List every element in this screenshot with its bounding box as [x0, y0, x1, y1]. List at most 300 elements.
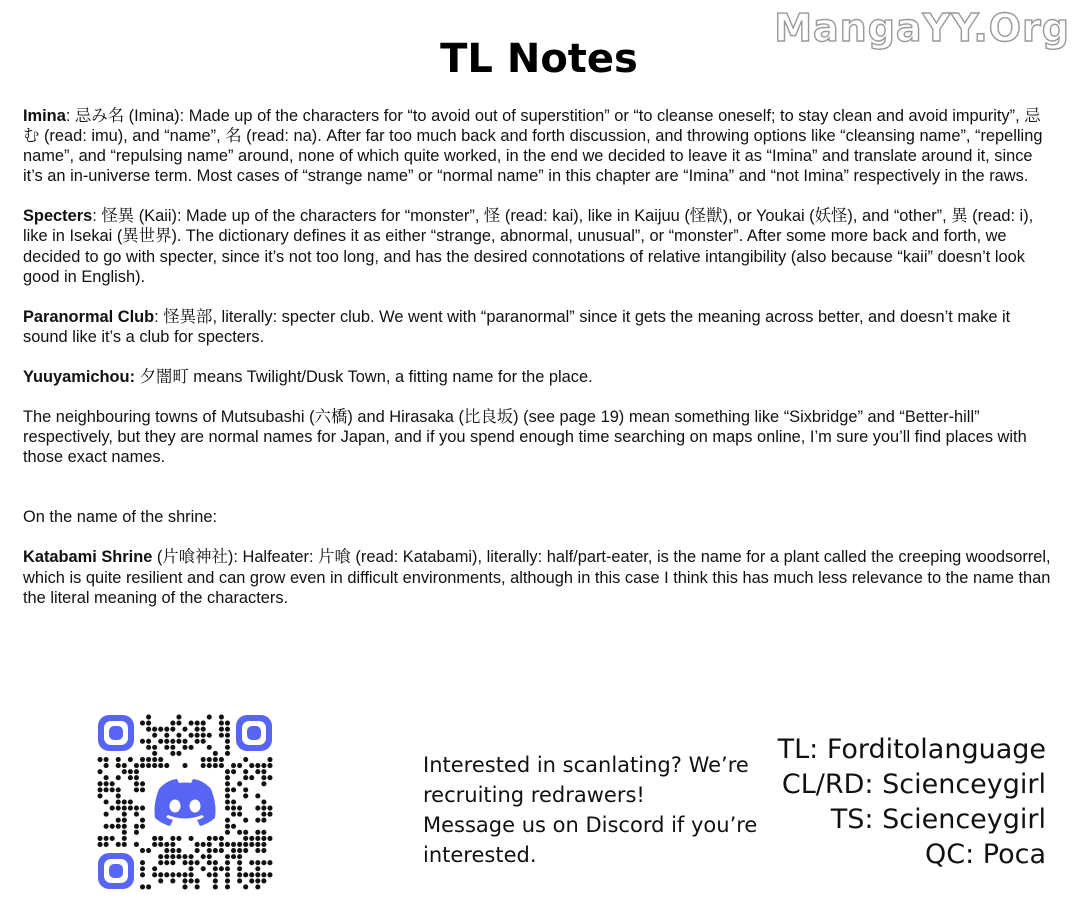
qr-dot — [225, 884, 230, 889]
qr-dot — [176, 848, 181, 853]
qr-dot — [225, 781, 230, 786]
qr-dot — [146, 714, 151, 719]
qr-dot — [225, 830, 230, 835]
qr-dot — [261, 781, 266, 786]
qr-dot — [182, 860, 187, 865]
qr-dot — [225, 878, 230, 883]
qr-dot — [176, 714, 181, 719]
qr-dot — [225, 799, 230, 804]
qr-dot — [164, 745, 169, 750]
qr-dot — [134, 812, 139, 817]
qr-dot — [195, 727, 200, 732]
note-term: Specters — [23, 207, 93, 226]
qr-dot — [213, 866, 218, 871]
qr-dot — [164, 727, 169, 732]
qr-dot — [97, 787, 102, 792]
credit-qc: QC: Poca — [924, 839, 1046, 870]
qr-dot — [255, 806, 260, 811]
qr-dot — [170, 842, 175, 847]
note-term: Imina — [23, 107, 66, 125]
qr-dot — [152, 745, 157, 750]
qr-dot — [170, 751, 175, 756]
qr-dot — [152, 866, 157, 871]
qr-dot — [243, 775, 248, 780]
qr-dot — [176, 854, 181, 859]
qr-dot — [207, 848, 212, 853]
qr-dot — [261, 763, 266, 768]
qr-dot — [134, 842, 139, 847]
qr-dot — [207, 842, 212, 847]
qr-dot — [170, 878, 175, 883]
qr-dot — [122, 824, 127, 829]
qr-dot — [164, 763, 169, 768]
qr-dot — [104, 763, 109, 768]
qr-dot — [182, 884, 187, 889]
qr-dot — [201, 763, 206, 768]
qr-dot — [255, 818, 260, 823]
qr-dot — [213, 836, 218, 841]
qr-dot — [261, 830, 266, 835]
discord-qr-code[interactable] — [97, 714, 273, 890]
qr-dot — [237, 812, 242, 817]
qr-dot — [201, 739, 206, 744]
qr-dot — [189, 854, 194, 859]
qr-dot — [97, 757, 102, 762]
qr-dot — [140, 818, 145, 823]
qr-dot — [158, 872, 163, 877]
qr-dot — [152, 757, 157, 762]
qr-dot — [249, 836, 254, 841]
qr-dot — [97, 793, 102, 798]
qr-dot — [170, 872, 175, 877]
qr-dot — [225, 721, 230, 726]
qr-dot — [219, 848, 224, 853]
qr-dot — [237, 830, 242, 835]
qr-dot — [110, 836, 115, 841]
qr-dot — [261, 842, 266, 847]
qr-dot — [146, 727, 151, 732]
qr-dot — [267, 836, 272, 841]
note-text: : 忌み名 (Imina): Made up of the characters for “to avoid out of superstition” or “to cleanse oneself; to stay clean and avoid impurity”, 忌む (read: imu), and “name”, 名 (read: na). After far too much back and forth discussion, and throwing options like “cleansing name”, “repelling name”, and “repulsing name” around, none of which quite worked, in the end we decided to leave it as “Imina” and translate around it, since it’s an in-universe term. Most cases of “strange name” or “normal name” in this chapter are “Imina” and “not Imina” respectively in the raws. — [23, 107, 1043, 186]
qr-dot — [128, 799, 133, 804]
qr-dot — [207, 860, 212, 865]
qr-dot — [122, 842, 127, 847]
qr-dot — [201, 733, 206, 738]
qr-dot — [207, 745, 212, 750]
qr-dot — [213, 860, 218, 865]
qr-dot — [243, 818, 248, 823]
qr-dot — [255, 769, 260, 774]
qr-dot — [146, 739, 151, 744]
qr-dot — [249, 860, 254, 865]
qr-dot — [225, 727, 230, 732]
qr-dot — [207, 836, 212, 841]
qr-dot — [182, 745, 187, 750]
qr-dot — [207, 872, 212, 877]
qr-dot — [158, 860, 163, 865]
qr-dot — [243, 787, 248, 792]
qr-dot — [243, 793, 248, 798]
qr-dot — [219, 721, 224, 726]
qr-dot — [182, 854, 187, 859]
qr-dot — [110, 806, 115, 811]
qr-finder-bottom-left — [98, 853, 134, 889]
qr-dot — [201, 842, 206, 847]
qr-dot — [261, 769, 266, 774]
qr-dot — [225, 793, 230, 798]
recruit-line: Message us on Discord if you’re — [423, 813, 758, 837]
qr-dot — [152, 872, 157, 877]
note-term: Katabami Shrine — [23, 548, 153, 567]
note-text: : 怪異 (Kaii): Made up of the characters for “monster”, 怪 (read: kai), like in Kaijuu (怪獣), or Youkai (妖怪), and “other”, 異 (read: i), like in Isekai (異世界). The dictionary defines it as either “strange, abnormal, unusual”, or “monster”. After some more back and forth, we decided to go with specter, since it’s not too long, and has the desired connotations of relative intangibility (also because “kaii” doesn’t look good in English). — [23, 207, 1034, 286]
qr-dot — [225, 818, 230, 823]
qr-dot — [140, 757, 145, 762]
note-specters — [23, 206, 1053, 286]
qr-dot — [158, 739, 163, 744]
qr-dot — [225, 745, 230, 750]
qr-dot — [122, 799, 127, 804]
qr-dot — [201, 757, 206, 762]
qr-dot — [164, 854, 169, 859]
qr-dot — [170, 739, 175, 744]
qr-dot — [231, 842, 236, 847]
qr-dot — [261, 799, 266, 804]
qr-dot — [140, 884, 145, 889]
qr-dot — [225, 854, 230, 859]
qr-dot — [255, 872, 260, 877]
qr-dot — [243, 836, 248, 841]
qr-dot — [261, 836, 266, 841]
qr-dot — [122, 769, 127, 774]
qr-dot — [189, 872, 194, 877]
qr-dot — [237, 842, 242, 847]
qr-dot — [104, 781, 109, 786]
qr-dot — [261, 775, 266, 780]
qr-dot — [231, 824, 236, 829]
qr-dot — [176, 739, 181, 744]
qr-dot — [195, 884, 200, 889]
qr-dot — [182, 727, 187, 732]
qr-dot — [128, 806, 133, 811]
qr-dot — [189, 836, 194, 841]
notes-body — [23, 106, 1053, 628]
qr-dot — [225, 775, 230, 780]
qr-dot — [104, 836, 109, 841]
qr-dot — [219, 714, 224, 719]
qr-dot — [134, 781, 139, 786]
qr-dot — [237, 806, 242, 811]
qr-dot — [237, 872, 242, 877]
qr-dot — [176, 721, 181, 726]
qr-dot — [213, 884, 218, 889]
qr-dot — [128, 757, 133, 762]
qr-dot — [140, 872, 145, 877]
qr-dot — [231, 763, 236, 768]
discord-logo-icon — [153, 778, 217, 826]
qr-dot — [176, 836, 181, 841]
qr-dot — [237, 781, 242, 786]
qr-dot — [243, 757, 248, 762]
qr-dot — [116, 824, 121, 829]
qr-finder-top-right — [236, 715, 272, 751]
qr-dot — [110, 781, 115, 786]
qr-dot — [189, 866, 194, 871]
credit-tl: TL: Forditolanguage — [777, 734, 1046, 765]
qr-dot — [182, 872, 187, 877]
qr-dot — [170, 860, 175, 865]
qr-dot — [219, 866, 224, 871]
qr-dot — [261, 860, 266, 865]
qr-dot — [134, 769, 139, 774]
qr-dot — [97, 836, 102, 841]
qr-dot — [243, 872, 248, 877]
qr-dot — [140, 848, 145, 853]
qr-dot — [201, 866, 206, 871]
note-text: (片喰神社): Halfeater: 片喰 (read: Katabami), literally: half/part-eater, is the name for a plant called the creeping woodsorrel, which is quite resilient and can grow even in difficult environments, although in this case I think this has much less relevance to the name than the literal meaning of the characters. — [23, 548, 1051, 607]
note-club — [23, 307, 1053, 347]
qr-dot — [219, 757, 224, 762]
recruit-line: recruiting redrawers! — [423, 783, 645, 807]
qr-dot — [255, 878, 260, 883]
qr-dot — [243, 884, 248, 889]
qr-dot — [122, 818, 127, 823]
qr-dot — [176, 751, 181, 756]
qr-dot — [134, 806, 139, 811]
qr-dot — [170, 727, 175, 732]
qr-dot — [134, 775, 139, 780]
qr-dot — [104, 757, 109, 762]
qr-dot — [140, 787, 145, 792]
note-imina — [23, 106, 1053, 186]
qr-dot — [158, 854, 163, 859]
note-term: Paranormal Club — [23, 307, 155, 326]
qr-dot — [134, 787, 139, 792]
qr-dot — [243, 848, 248, 853]
qr-dot — [122, 830, 127, 835]
qr-dot — [201, 721, 206, 726]
qr-dot — [255, 866, 260, 871]
qr-dot — [116, 757, 121, 762]
qr-dot — [164, 739, 169, 744]
qr-dot — [213, 878, 218, 883]
qr-dot — [195, 739, 200, 744]
qr-dot — [255, 848, 260, 853]
qr-dot — [231, 806, 236, 811]
qr-dot — [261, 806, 266, 811]
qr-dot — [158, 763, 163, 768]
qr-dot — [213, 751, 218, 756]
qr-dot — [182, 739, 187, 744]
note-text: 夕闇町 means Twilight/Dusk Town, a fitting name for the place. — [135, 367, 593, 386]
qr-dot — [116, 842, 121, 847]
watermark: MangaYY.Org — [774, 6, 1070, 50]
qr-dot — [201, 727, 206, 732]
qr-dot — [219, 763, 224, 768]
qr-dot — [104, 812, 109, 817]
qr-dot — [189, 860, 194, 865]
qr-dot — [110, 824, 115, 829]
credit-ts: TS: Scienceygirl — [830, 804, 1046, 835]
qr-dot — [116, 793, 121, 798]
qr-dot — [213, 757, 218, 762]
qr-dot — [164, 872, 169, 877]
qr-dot — [255, 763, 260, 768]
qr-dot — [195, 848, 200, 853]
qr-dot — [134, 830, 139, 835]
qr-dot — [158, 842, 163, 847]
qr-dot — [104, 787, 109, 792]
qr-dot — [195, 721, 200, 726]
qr-dot — [237, 763, 242, 768]
qr-dot — [116, 818, 121, 823]
qr-dot — [146, 884, 151, 889]
qr-dot — [207, 757, 212, 762]
qr-dot — [164, 733, 169, 738]
qr-dot — [261, 848, 266, 853]
qr-dot — [122, 836, 127, 841]
qr-dot — [122, 806, 127, 811]
qr-dot — [128, 769, 133, 774]
note-term: Yuuyamichou: — [23, 367, 136, 386]
note-shrine-intro: On the name of the shrine: — [23, 508, 218, 527]
recruit-message — [423, 750, 757, 870]
qr-dot — [152, 763, 157, 768]
qr-dot — [116, 806, 121, 811]
credit-clrd: CL/RD: Scienceygirl — [781, 769, 1046, 800]
qr-dot — [255, 842, 260, 847]
qr-dot — [134, 824, 139, 829]
qr-dot — [152, 836, 157, 841]
qr-dot — [219, 836, 224, 841]
qr-dot — [249, 842, 254, 847]
qr-dot — [225, 787, 230, 792]
qr-dot — [146, 763, 151, 768]
qr-dot — [158, 878, 163, 883]
qr-dot — [231, 799, 236, 804]
qr-dot — [189, 745, 194, 750]
qr-dot — [170, 854, 175, 859]
qr-dot — [225, 824, 230, 829]
qr-dot — [140, 824, 145, 829]
qr-dot — [243, 769, 248, 774]
qr-dot — [261, 878, 266, 883]
qr-dot — [261, 872, 266, 877]
qr-dot — [237, 866, 242, 871]
qr-dot — [231, 848, 236, 853]
qr-dot — [140, 721, 145, 726]
qr-dot — [152, 842, 157, 847]
qr-dot — [140, 866, 145, 871]
note-town — [23, 367, 1053, 387]
qr-dot — [152, 751, 157, 756]
qr-dot — [195, 842, 200, 847]
qr-dot — [170, 745, 175, 750]
qr-dot — [255, 836, 260, 841]
qr-dot — [110, 787, 115, 792]
qr-dot — [152, 733, 157, 738]
qr-dot — [261, 812, 266, 817]
qr-dot — [128, 775, 133, 780]
qr-dot — [219, 733, 224, 738]
qr-finder-top-left — [98, 715, 134, 751]
qr-dot — [170, 836, 175, 841]
qr-dot — [231, 812, 236, 817]
qr-dot — [231, 787, 236, 792]
qr-dot — [97, 769, 102, 774]
qr-dot — [195, 733, 200, 738]
qr-dot — [140, 763, 145, 768]
qr-dot — [140, 860, 145, 865]
qr-dot — [189, 721, 194, 726]
qr-dot — [158, 727, 163, 732]
recruit-line: Interested in scanlating? We’re — [423, 753, 749, 777]
qr-dot — [219, 842, 224, 847]
qr-dot — [225, 842, 230, 847]
qr-dot — [213, 763, 218, 768]
qr-dot — [104, 824, 109, 829]
qr-dot — [213, 872, 218, 877]
qr-dot — [195, 860, 200, 865]
qr-dot — [116, 787, 121, 792]
qr-dot — [207, 763, 212, 768]
note-neighbours: The neighbouring towns of Mutsubashi (六橋) and Hirasaka (比良坂) (see page 19) mean something like “Sixbridge” and “Better-hill” respectively, but they are normal names for Japan, and if you spend enough time searching on maps online, I’m sure you’ll find places with those exact names. — [23, 408, 1027, 467]
qr-dot — [267, 806, 272, 811]
credits — [778, 732, 1046, 872]
qr-dot — [122, 763, 127, 768]
qr-dot — [104, 842, 109, 847]
qr-dot — [267, 872, 272, 877]
qr-dot — [255, 830, 260, 835]
qr-dot — [176, 872, 181, 877]
qr-dot — [231, 854, 236, 859]
qr-dot — [140, 739, 145, 744]
qr-dot — [249, 878, 254, 883]
page-title: TL Notes — [440, 36, 638, 82]
qr-dot — [189, 878, 194, 883]
qr-dot — [104, 799, 109, 804]
qr-dot — [146, 721, 151, 726]
qr-dot — [97, 781, 102, 786]
qr-dot — [237, 878, 242, 883]
qr-dot — [249, 872, 254, 877]
qr-dot — [255, 860, 260, 865]
qr-dot — [189, 733, 194, 738]
qr-dot — [146, 848, 151, 853]
qr-dot — [146, 745, 151, 750]
qr-dot — [267, 775, 272, 780]
qr-dot — [104, 775, 109, 780]
qr-dot — [243, 842, 248, 847]
qr-dot — [97, 842, 102, 847]
qr-dot — [261, 818, 266, 823]
qr-dot — [225, 872, 230, 877]
qr-dot — [225, 739, 230, 744]
qr-dot — [225, 806, 230, 811]
qr-dot — [237, 854, 242, 859]
qr-dot — [267, 812, 272, 817]
qr-dot — [170, 848, 175, 853]
qr-dot — [255, 793, 260, 798]
qr-dot — [225, 866, 230, 871]
qr-dot — [231, 769, 236, 774]
qr-dot — [122, 812, 127, 817]
qr-dot — [201, 854, 206, 859]
qr-dot — [158, 757, 163, 762]
qr-dot — [225, 860, 230, 865]
qr-dot — [237, 860, 242, 865]
qr-dot — [249, 775, 254, 780]
qr-dot — [267, 860, 272, 865]
